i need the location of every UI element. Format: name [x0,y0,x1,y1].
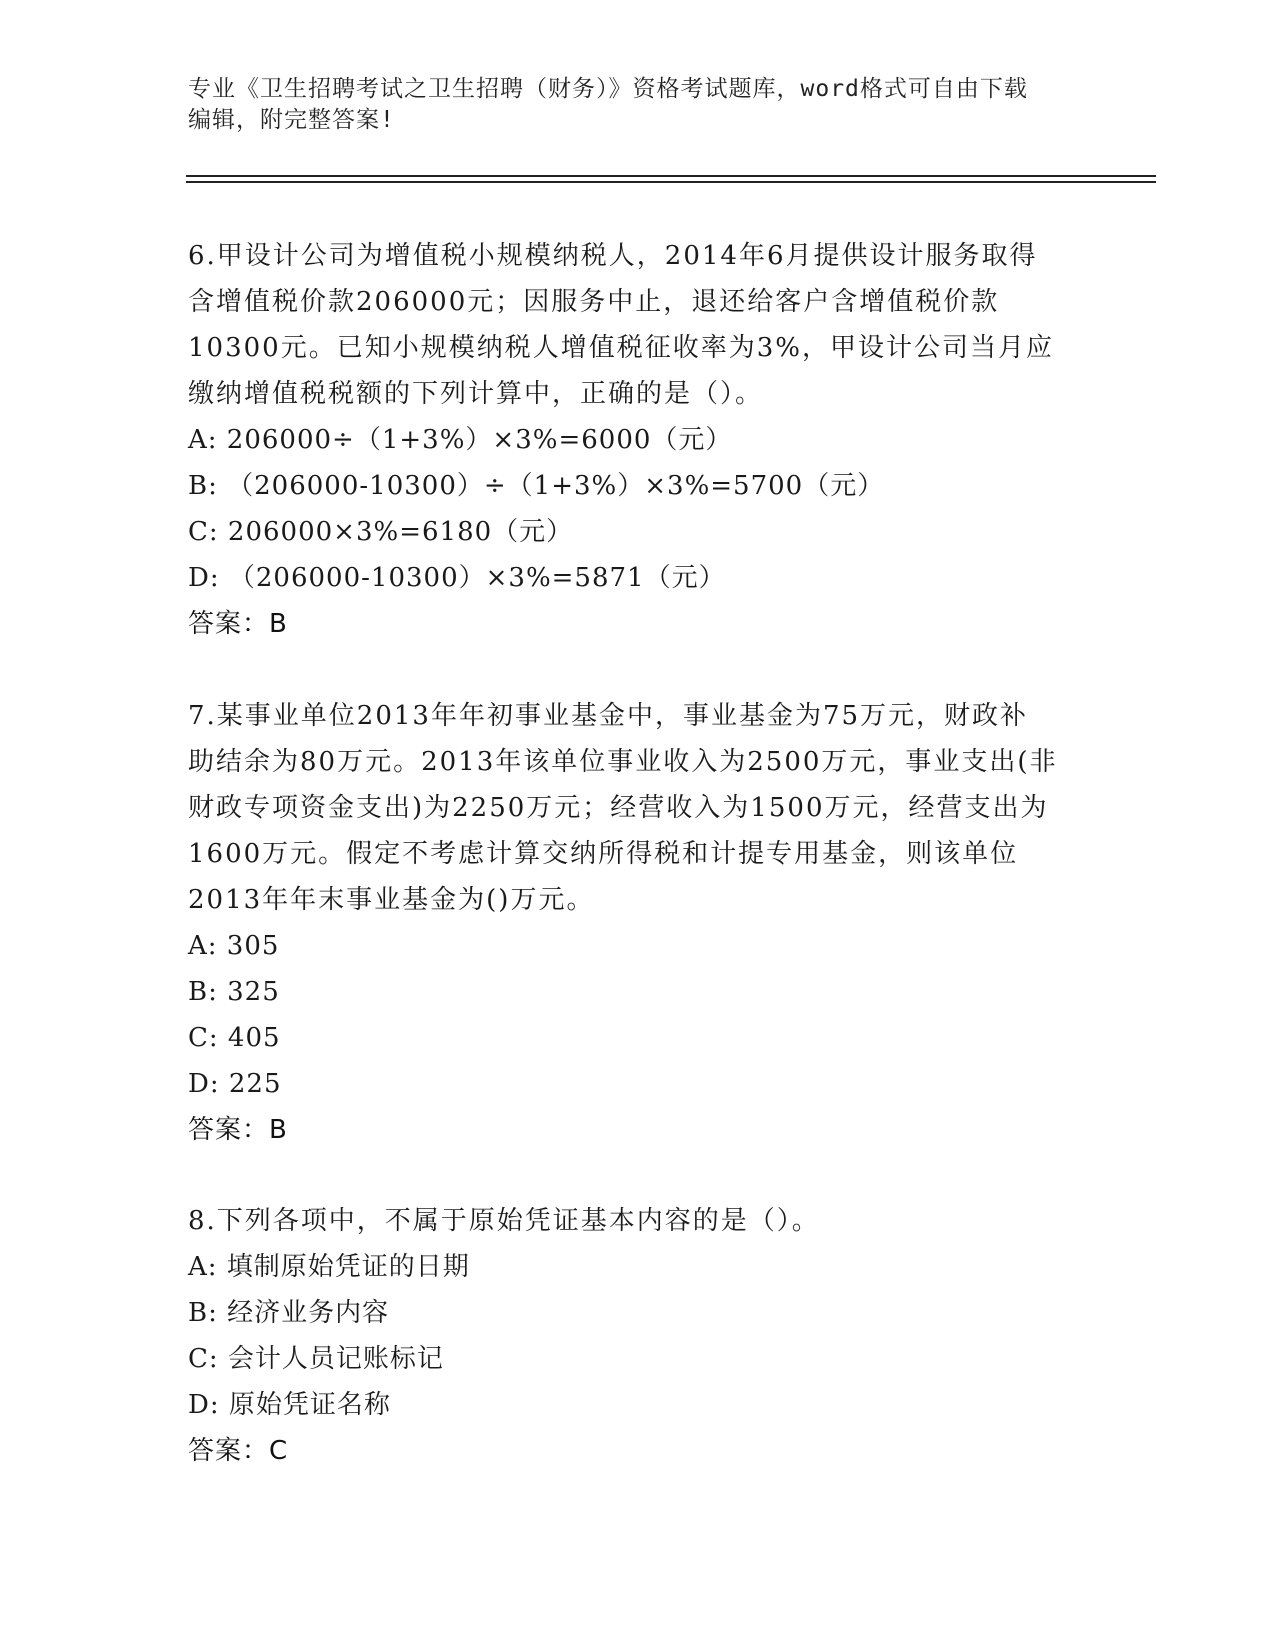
question-stem-line: 1600万元。假定不考虑计算交纳所得税和计提专用基金，则该单位 [188,839,1019,869]
option-c: C: 405 [188,1023,281,1053]
header-line-2: 编辑，附完整答案! [188,107,395,133]
option-b: B: 325 [188,977,280,1007]
document-header [188,74,1088,136]
question-stem-line: 6.甲设计公司为增值税小规模纳税人，2014年6月提供设计服务取得 [188,241,1038,271]
question-stem-line: 10300元。已知小规模纳税人增值税征收率为3%，甲设计公司当月应 [188,333,1054,363]
question-stem-line: 缴纳增值税税额的下列计算中，正确的是（）。 [188,379,764,409]
question-7 [188,693,1088,1153]
question-8 [188,1198,1088,1474]
option-a: A: 206000÷（1+3%）×3%=6000（元） [188,425,733,455]
question-stem-line: 助结余为80万元。2013年该单位事业收入为2500万元，事业支出(非 [188,747,1058,777]
question-stem-line: 含增值税价款206000元；因服务中止，退还给客户含增值税价款 [188,287,1000,317]
question-6 [188,233,1088,647]
option-a: A: 305 [188,931,280,961]
answer-label: 答案：B [188,609,288,639]
question-stem-line: 财政专项资金支出)为2250万元；经营收入为1500万元，经营支出为 [188,793,1049,823]
answer-label: 答案：B [188,1115,288,1145]
option-d: D: （206000-10300）×3%=5871（元） [188,563,726,593]
option-c: C: 会计人员记账标记 [188,1344,444,1374]
option-b: B: （206000-10300）÷（1+3%）×3%=5700（元） [188,471,885,501]
header-divider-top [186,175,1156,177]
header-line-1: 专业《卫生招聘考试之卫生招聘（财务）》资格考试题库，word格式可自由下载 [188,76,1028,102]
answer-label: 答案：C [188,1436,289,1466]
option-b: B: 经济业务内容 [188,1298,390,1328]
option-c: C: 206000×3%=6180（元） [188,517,574,547]
option-d: D: 225 [188,1069,282,1099]
option-a: A: 填制原始凭证的日期 [188,1252,470,1282]
question-stem-line: 8.下列各项中，不属于原始凭证基本内容的是（）。 [188,1206,820,1236]
option-d: D: 原始凭证名称 [188,1390,391,1420]
question-stem-line: 7.某事业单位2013年年初事业基金中，事业基金为75万元，财政补 [188,701,1029,731]
question-stem-line: 2013年年末事业基金为()万元。 [188,885,595,915]
header-divider-bottom [186,181,1156,183]
